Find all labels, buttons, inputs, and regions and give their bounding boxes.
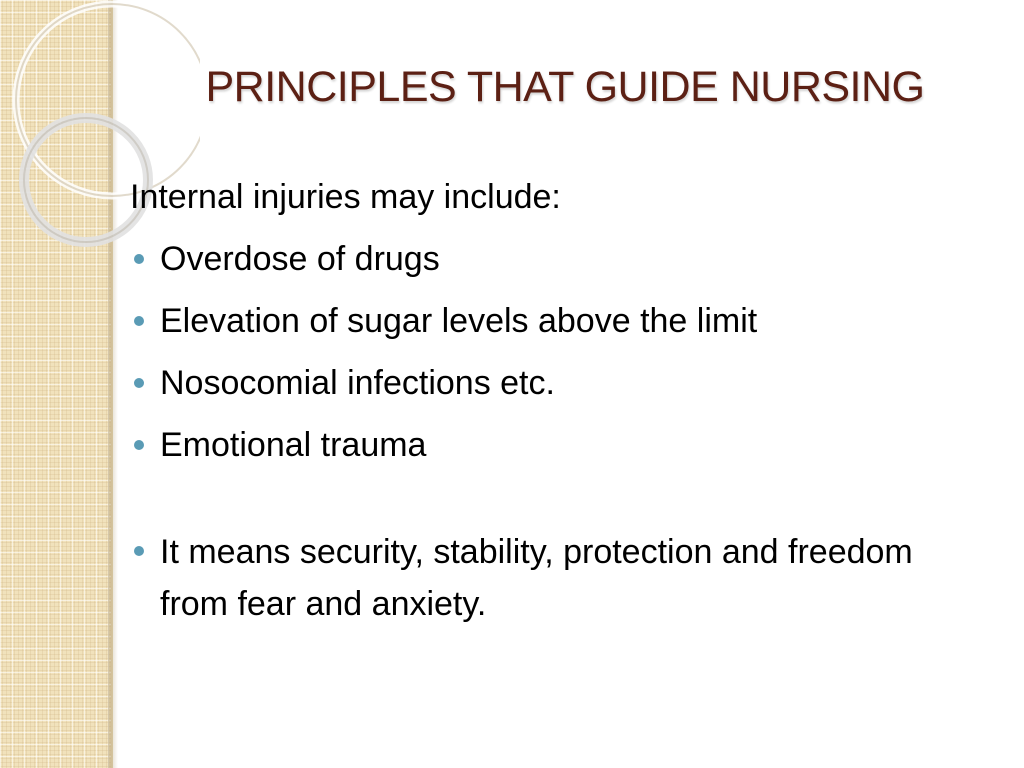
bullet-item [130, 300, 990, 342]
slide-body [130, 176, 990, 650]
bullet-item [130, 526, 990, 630]
intro-text: Internal injuries may include: [130, 178, 561, 216]
bullet-text: Nosocomial infections etc. [160, 364, 555, 402]
bullet-dot-icon [134, 316, 144, 326]
bullet-item [130, 238, 990, 280]
bullet-dot-icon [134, 254, 144, 264]
bullet-text: It means security, stability, protection and freedom from fear and anxiety. [160, 533, 913, 623]
bullet-dot-icon [134, 378, 144, 388]
bullet-text: Elevation of sugar levels above the limit [160, 302, 758, 340]
bullet-item [130, 424, 990, 466]
bullet-text: Emotional trauma [160, 426, 427, 464]
bullet-dot-icon [134, 440, 144, 450]
bullet-item [130, 362, 990, 404]
slide-title: PRINCIPLES THAT GUIDE NURSING [205, 63, 925, 111]
bullet-dot-icon [134, 546, 144, 556]
bullet-text: Overdose of drugs [160, 240, 440, 278]
bullet-list [130, 238, 990, 630]
